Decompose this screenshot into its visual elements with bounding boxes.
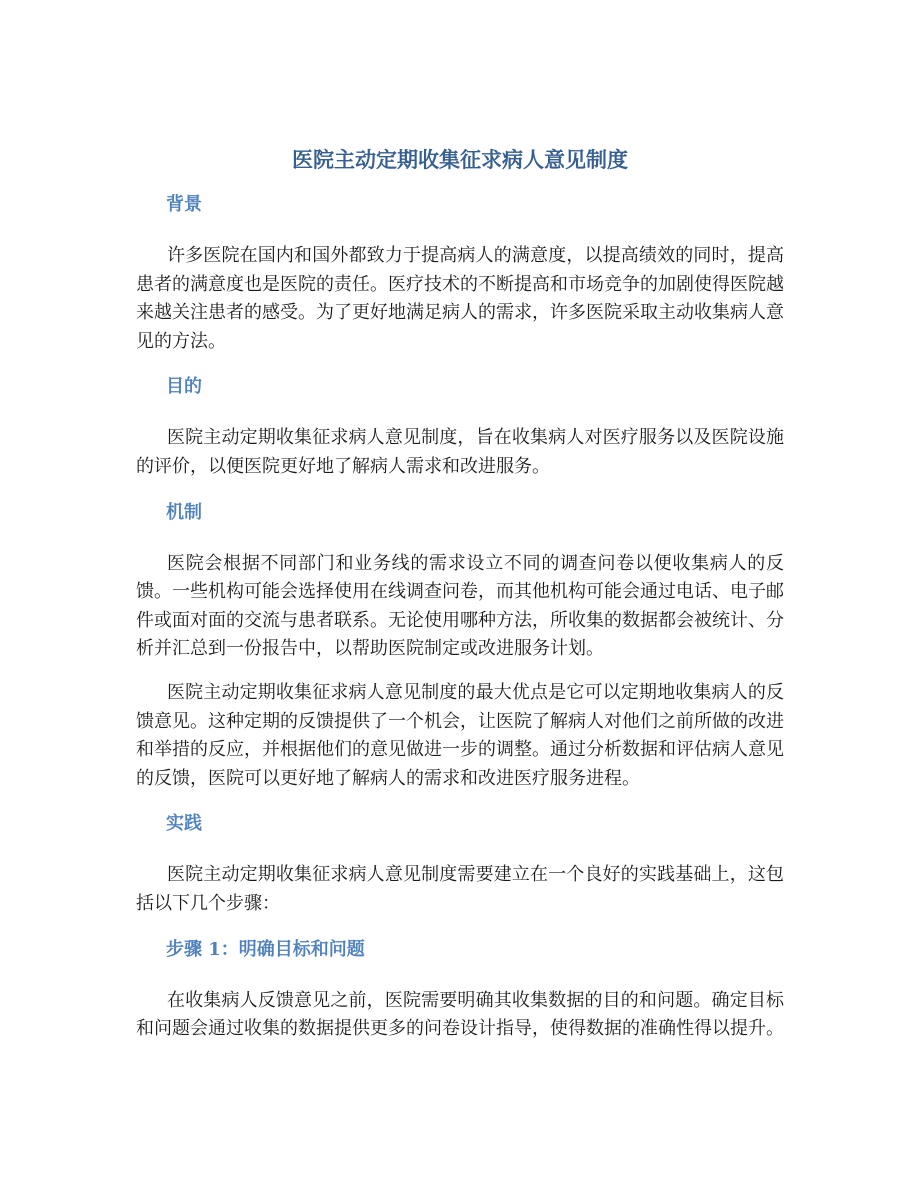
section-heading-step1: 步骤 1：明确目标和问题: [166, 938, 365, 960]
section-heading-mechanism: 机制: [166, 501, 202, 523]
section-heading-practice: 实践: [166, 813, 202, 835]
paragraph-step1: 在收集病人反馈意见之前，医院需要明确其收集数据的目的和问题。确定目标和问题会通过收集的数据提供更多的问卷设计指导，使得数据的准确性得以提升。: [136, 989, 784, 1040]
paragraph-purpose: 医院主动定期收集征求病人意见制度，旨在收集病人对医疗服务以及医院设施的评价，以便医院更好地了解病人需求和改进服务。: [136, 427, 784, 477]
document-body: [136, 190, 784, 1044]
paragraph-mechanism-1: 医院会根据不同部门和业务线的需求设立不同的调查问卷以便收集病人的反馈。一些机构可能会选择使用在线调查问卷，而其他机构可能会通过电话、电子邮件或面对面的交流与患者联系。无论使用哪种方法，所收集的数据都会被统计、分析并汇总到一份报告中，以帮助医院制定或改进服务计划。: [136, 552, 784, 660]
paragraph-practice: 医院主动定期收集征求病人意见制度需要建立在一个良好的实践基础上，这包括以下几个步骤：: [136, 864, 784, 914]
section-heading-background: 背景: [166, 194, 202, 215]
document-title: 医院主动定期收集征求病人意见制度: [292, 147, 628, 172]
paragraph-background: 许多医院在国内和国外都致力于提高病人的满意度，以提高绩效的同时，提高患者的满意度也是医院的责任。医疗技术的不断提高和市场竞争的加剧使得医院越来越关注患者的感受。为了更好地满足病人的需求，许多医院采取主动收集病人意见的方法。: [136, 245, 784, 352]
section-heading-purpose: 目的: [166, 376, 202, 398]
paragraph-mechanism-2: 医院主动定期收集征求病人意见制度的最大优点是它可以定期地收集病人的反馈意见。这种定期的反馈提供了一个机会，让医院了解病人对他们之前所做的改进和举措的反应，并根据他们的意见做进一步的调整。通过分析数据和评估病人意见的反馈，医院可以更好地了解病人的需求和改进医疗服务进程。: [136, 681, 784, 789]
